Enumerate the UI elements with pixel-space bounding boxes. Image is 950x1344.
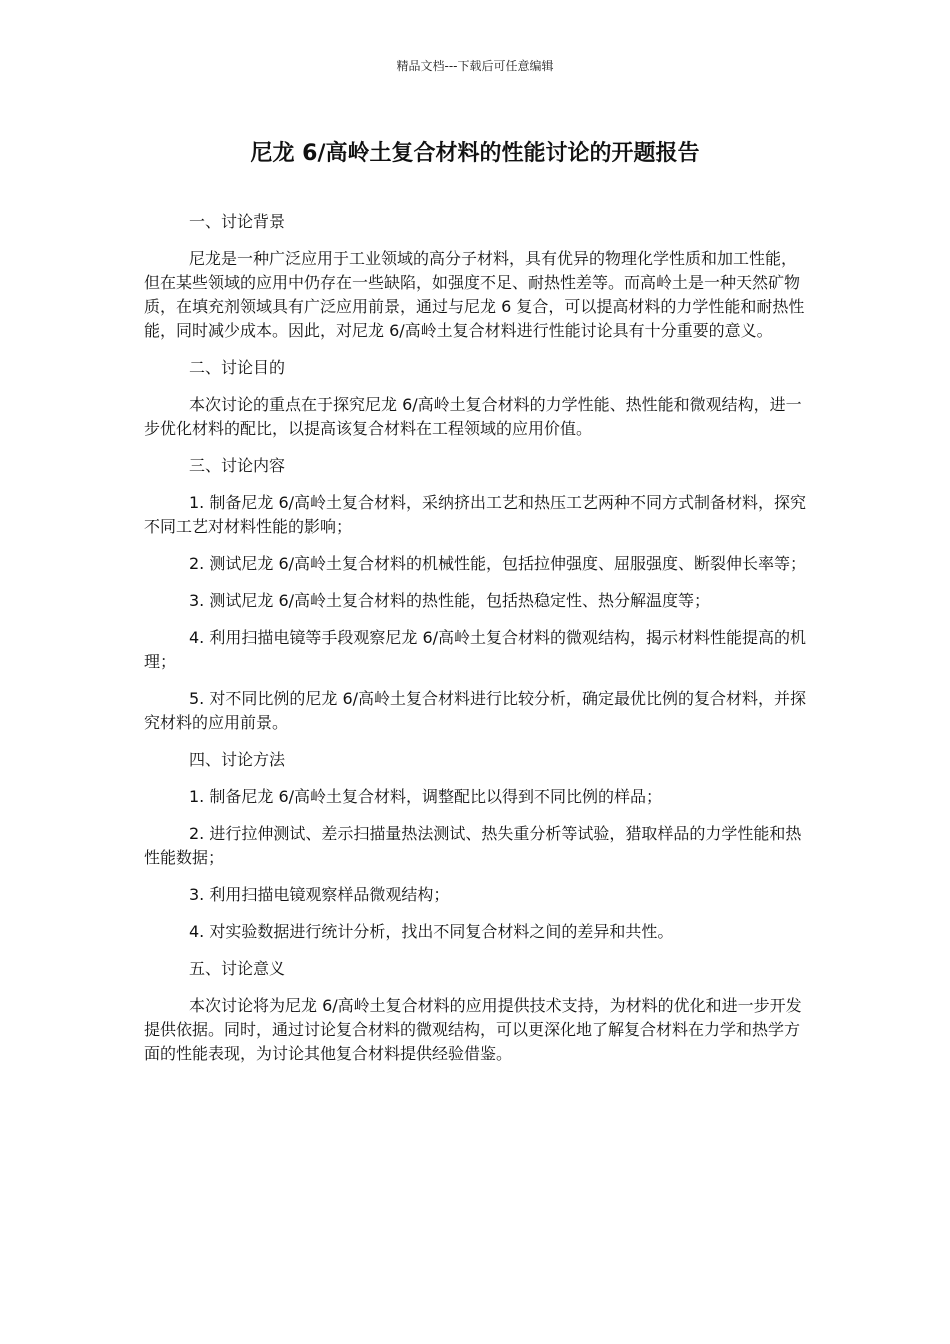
document-title: 尼龙 6/高岭土复合材料的性能讨论的开题报告: [250, 141, 700, 166]
section-heading-purpose: 二、讨论目的: [189, 358, 286, 377]
section-heading-method: 四、讨论方法: [189, 750, 286, 769]
list-item: 4. 对实验数据进行统计分析，找出不同复合材料之间的差异和共性。: [189, 922, 674, 941]
list-item: 3. 利用扫描电镜观察样品微观结构；: [189, 885, 450, 904]
list-item: 3. 测试尼龙 6/高岭土复合材料的热性能，包括热稳定性、热分解温度等；: [189, 591, 711, 610]
paragraph-background: 尼龙是一种广泛应用于工业领域的高分子材料，具有优异的物理化学性质和加工性能，但在某些领域的应用中仍存在一些缺陷，如强度不足、耐热性差等。而高岭土是一种天然矿物质，在填充剂领域具有广泛应用前景，通过与尼龙 6 复合，可以提高材料的力学性能和耐热性能，同时减少成本。因此，对尼龙 6/高岭土复合材料进行性能讨论具有十分重要的意义。: [144, 249, 805, 340]
list-item: 4. 利用扫描电镜等手段观察尼龙 6/高岭土复合材料的微观结构，揭示材料性能提高的机理；: [144, 628, 807, 671]
list-item: 2. 进行拉伸测试、差示扫描量热法测试、热失重分析等试验，猎取样品的力学性能和热性能数据；: [144, 824, 802, 867]
list-item: 1. 制备尼龙 6/高岭土复合材料，采纳挤出工艺和热压工艺两种不同方式制备材料，探究不同工艺对材料性能的影响；: [144, 493, 807, 536]
paragraph-purpose: 本次讨论的重点在于探究尼龙 6/高岭土复合材料的力学性能、热性能和微观结构，进一步优化材料的配比，以提高该复合材料在工程领域的应用价值。: [144, 395, 802, 438]
section-heading-content: 三、讨论内容: [189, 456, 286, 475]
list-item: 1. 制备尼龙 6/高岭土复合材料，调整配比以得到不同比例的样品；: [189, 787, 663, 806]
document-body: [144, 210, 810, 1079]
list-item: 5. 对不同比例的尼龙 6/高岭土复合材料进行比较分析，确定最优比例的复合材料，并探究材料的应用前景。: [144, 689, 807, 732]
page-header: 精品文档---下载后可任意编辑: [396, 59, 554, 73]
section-heading-significance: 五、讨论意义: [189, 959, 286, 978]
list-item: 2. 测试尼龙 6/高岭土复合材料的机械性能，包括拉伸强度、屈服强度、断裂伸长率等；: [189, 554, 807, 573]
section-heading-background: 一、讨论背景: [189, 212, 286, 231]
paragraph-significance: 本次讨论将为尼龙 6/高岭土复合材料的应用提供技术支持，为材料的优化和进一步开发提供依据。同时，通过讨论复合材料的微观结构，可以更深化地了解复合材料在力学和热学方面的性能表现，为讨论其他复合材料提供经验借鉴。: [144, 996, 802, 1063]
